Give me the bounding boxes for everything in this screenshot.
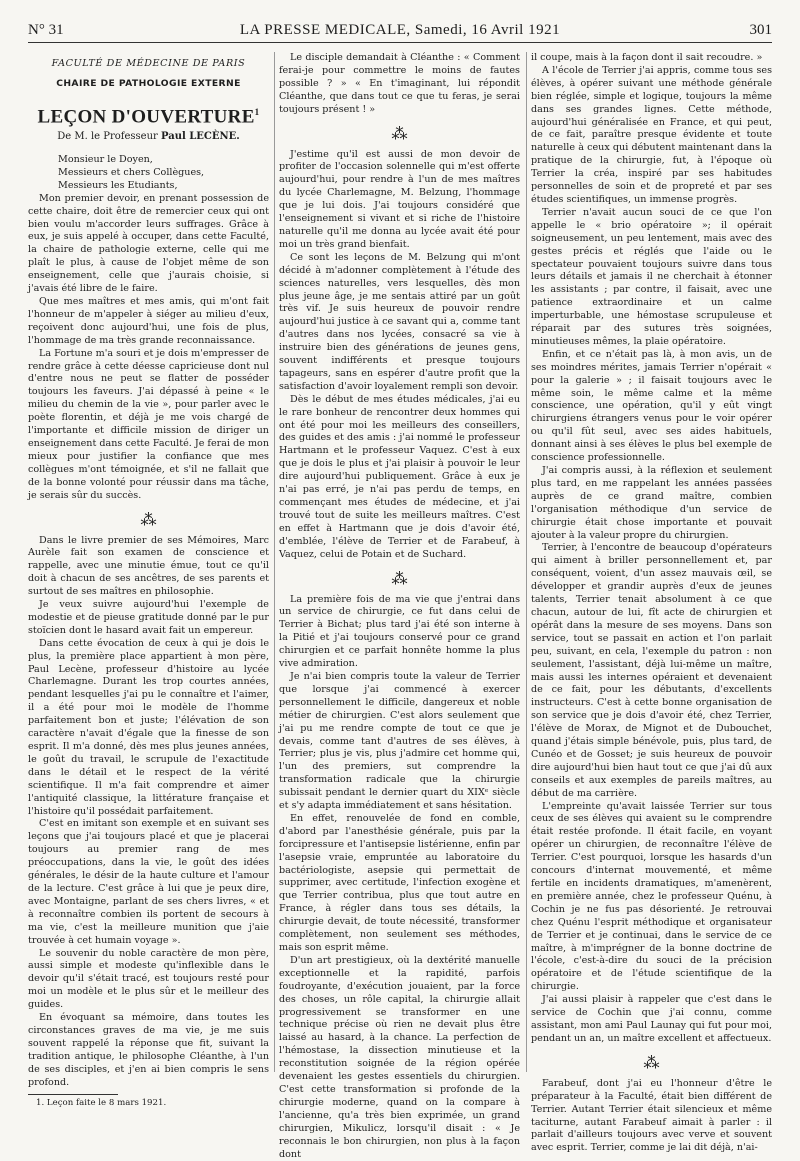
page-number: 301 xyxy=(749,22,772,38)
paragraph: La première fois de ma vie que j'entrai dans un service de chirurgie, ce fut dans celui de Terrier à Bichat; plus tard j'ai été son interne à la Pitié et j'ai toujours conservé pour ce grand chirurgien et ce parfait honnête homme la plus vive admiration. xyxy=(279,593,520,670)
paragraph: C'est en imitant son exemple et en suivant ses leçons que j'ai toujours placé et que je placerai toujours au premier rang de mes préoccupations, dans la vie, le goût des idées générales, le désir de la haute culture et l'amour de la lecture. C'est grâce à lui que je peux dire, avec Montaigne, parlant de ses chers livres, « et à reconnaître combien ils portent de secours à ma vie, c'est la meilleure munition que j'aie trouvée à cet humain voyage ». xyxy=(28,818,269,946)
column-2 xyxy=(279,52,520,1160)
paragraph: Terrier n'avait aucun souci de ce que l'on appelle le « brio opératoire »; il opérait soigneusement, un peu lentement, mais avec des gestes précis et réglés que l'aide ou le spectateur pouvaient toujours suivre dans tous leurs détails et jamais il ne cherchait à étonner les assistants ; par contre, il faisait, avec une patience extraordinaire et un calme imperturbable, une hémostase scrupuleuse et réparait par des sutures très soignées, minutieuses mêmes, la plaie opératoire. xyxy=(531,206,772,347)
paragraph: Je veux suivre aujourd'hui l'exemple de modestie et de pieuse gratitude donné par le pur stoïcien dont le hasard avait fait un empereur. xyxy=(28,599,269,636)
lecture-title: LEÇON D'OUVERTURE$^1$ xyxy=(37,106,260,128)
footnote-marker: 1 xyxy=(254,106,260,117)
column-1 xyxy=(28,52,270,1109)
paragraph: J'estime qu'il est aussi de mon devoir de profiter de l'occasion solennelle qui m'est offerte aujourd'hui, pour rendre à l'un de mes maîtres du lycée Charlemagne, M. Belzung, l'hommage que je lui dois. J'ai toujours considéré que l'enseignement si vivant et si riche de l'histoire naturelle qu'il me donna au lycée avait été pour moi un très grand bienfait. xyxy=(279,148,520,250)
greeting-line: Messieurs les Etudiants, xyxy=(58,179,178,191)
page-header xyxy=(28,22,772,40)
greeting-line: Messieurs et chers Collègues, xyxy=(58,166,205,178)
paragraph: L'empreinte qu'avait laissée Terrier sur tous ceux de ses élèves qui avaient su le comprendre était restée profonde. Il était facile, en voyant opérer un chirurgien, de reconnaître l'élève de Terrier. C'est pourquoi, lorsque les hasards d'un concours d'internat mouvementé, et même fertile en incidents dramatiques, m'amenèrent, en première année, chez le professeur Quénu, à Cochin je ne fus pas désorienté. Je retrouvai chez Quénu l'esprit méthodique et organisateur de Terrier et je continuai, dans le service de ce maître, à m'imprégner de la bonne doctrine de l'école, c'est-à-dire du souci de la précision opératoire et de l'étude scientifique de la chirurgie. xyxy=(531,800,772,993)
paragraph: En évoquant sa mémoire, dans toutes les circonstances graves de ma vie, je me suis souvent rappelé la réponse que fit, suivant la tradition antique, le philosophe Cléanthe, à l'un de ses disciples, et j'en ai bien compris le sens profond. xyxy=(28,1012,269,1088)
paragraph: Dans cette évocation de ceux à qui je dois le plus, la première place appartient à mon père, Paul Lecène, professeur d'histoire au lycée Charlemagne. Durant les trop courtes années, pendant lesquelles j'ai pu le connaître et l'aimer, il a été pour moi le modèle de l'homme parfaitement bon et juste; l'élévation de son caractère n'avait d'égale que la finesse de son esprit. Il m'a donné, dès mes plus jeunes années, le goût du travail, le scrupule de l'exactitude dans le détail et le respect de la vérité scientifique. Il m'a fait comprendre et aimer l'antiquité classique, la littérature française et l'histoire qu'il possédait parfaitement. xyxy=(28,637,269,817)
author-line: De M. le Professeur Paul LECÈNE. xyxy=(57,131,240,143)
greeting-line: Monsieur le Doyen, xyxy=(58,154,153,166)
paragraph: Le souvenir du noble caractère de mon père, aussi simple et modeste qu'inflexible dans le devoir qu'il s'était tracé, est toujours resté pour moi un modèle et le plus sûr et le meilleur des guides. xyxy=(28,947,269,1011)
column-rule xyxy=(526,52,527,1072)
paragraph: Je n'ai bien compris toute la valeur de Terrier que lorsque j'ai commencé à exercer personnellement le difficile, dangereux et noble métier de chirurgien. C'est alors seulement que j'ai pu me rendre compte de tout ce que je devais, comme tant d'autres de ses élèves, à Terrier; plus je vis, plus j'admire cet homme qui, l'un des premiers, sut comprendre la transformation radicale que la chirurgie subissait pendant le dernier quart du XIXᵉ siècle et s'y adapta immédiatement et sans hésitation. xyxy=(279,670,520,812)
paragraph: J'ai aussi plaisir à rappeler que c'est dans le service de Cochin que j'ai connu, comme assistant, mon ami Paul Launay qui fut pour moi, pendant un an, un maître excellent et affectueux. xyxy=(531,994,772,1044)
paragraph: Terrier, à l'encontre de beaucoup d'opérateurs qui aiment à briller personnellement et, par conséquent, voient, d'un assez mauvais œil, se développer et grandir auprès d'eux de jeunes talents, Terrier tenait absolument à ce que chacun, autour de lui, fît acte de chirurgien et opérât dans la mesure de ses moyens. Dans son service, tout se passait en action et l'on parlait peu, suivant, en cela, l'exemple du patron : non seulement, l'assistant, déjà lui-même un maître, mais aussi les internes opéraient et devenaient de ce fait, pour les débutants, d'excellents instructeurs. C'est à cette bonne organisation de son service que je dois d'avoir été, chez Terrier, l'élève de Morax, de Mignot et de Dubouchet, quand j'étais simple bénévole, puis, plus tard, de Cunéo et de Gosset; je suis heureux de pouvoir dire aujourd'hui bien haut tout ce que j'ai dû aux conseils et aux exemples de pareils maîtres, au début de ma carrière. xyxy=(531,542,772,799)
faculty-heading: FACULTÉ DE MÉDECINE DE PARIS xyxy=(51,58,246,69)
paragraph: Ce sont les leçons de M. Belzung qui m'ont décidé à m'adonner complètement à l'étude des sciences naturelles, vers lesquelles, dès mon plus jeune âge, je me sentais attiré par un goût très vif. Je suis heureux de pouvoir rendre aujourd'hui justice à ce savant qui a, comme tant d'autres dans nos lycées, consacré sa vie à instruire bien des générations de jeunes gens, souvent indifférents et presque toujours tapageurs, sans en espérer d'autre profit que la satisfaction d'avoir loyalement rempli son devoir. xyxy=(279,251,520,392)
section-separator: ⁂ xyxy=(391,123,408,143)
journal-title: LA PRESSE MEDICALE, Samedi, 16 Avril 1921 xyxy=(239,22,561,38)
paragraph: La Fortune m'a souri et je dois m'empresser de rendre grâce à cette déesse capricieuse dont nul d'entre nous ne peut se flatter de posséder toujours les faveurs. J'ai dépassé à peine « le milieu du chemin de la vie », pour parler avec le poète florentin, et déjà je me vois chargé de l'importante et difficile mission de diriger un enseignement dans cette Faculté. Je ferai de mon mieux pour justifier la confiance que mes collègues m'ont témoignée, et s'il ne fallait que de la bonne volonté pour réussir dans ma tâche, je serais sûr du succès. xyxy=(28,347,270,501)
paragraph: Mon premier devoir, en prenant possession de cette chaire, doit être de remercier ceux qui ont bien voulu m'accorder leurs suffrages. Grâce à eux, je suis appelé à occuper, dans cette Faculté, la chaire de pathologie externe, celle qui me plaît le plus, à cause de l'objet même de son enseignement, celle que j'aurais choisie, si j'avais été libre de le faire. xyxy=(28,192,269,295)
section-separator: ⁂ xyxy=(391,568,408,588)
paragraph: J'ai compris aussi, à la réflexion et seulement plus tard, en me rappelant les années passées auprès de ce grand maître, combien l'organisation méthodique d'un service de chirurgie était chose importante et pouvait ajouter à la valeur propre du chirurgien. xyxy=(531,465,772,541)
column-rule xyxy=(274,52,275,1072)
paragraph: Dans le livre premier de ses Mémoires, Marc Aurèle fait son examen de conscience et rappelle, avec une minutie émue, tout ce qu'il doit à chacun de ses ancêtres, de ses parents et surtout de ses maîtres en philosophie. xyxy=(28,534,269,598)
paragraph: Le disciple demandait à Cléanthe : « Comment ferai-je pour commettre le moins de fautes possible ? » « En t'imaginant, lui répondit Cléanthe, que dans tout ce que tu feras, je serai toujours présent ! » xyxy=(279,52,520,115)
paragraph: A l'école de Terrier j'ai appris, comme tous ses élèves, à opérer suivant une méthode générale bien réglée, simple et logique, toujours la même dans ses grandes lignes. Cette méthode, aujourd'hui généralisée en France, et qui peut, de ce fait, paraître presque évidente et toute naturelle à ceux qui débutent maintenant dans la pratique de la chirurgie, fut, à l'époque où Terrier la créa, inspiré par ses habitudes personnelles de soin et de propreté et par ses études scientifiques, un immense progrès. xyxy=(531,64,772,205)
column-3 xyxy=(531,52,772,1154)
issue-number: N° 31 xyxy=(28,22,64,38)
footnote-rule xyxy=(28,1094,118,1095)
chair-heading: CHAIRE DE PATHOLOGIE EXTERNE xyxy=(56,77,241,89)
section-separator: ⁂ xyxy=(643,1052,660,1072)
paragraph: Que mes maîtres et mes amis, qui m'ont fait l'honneur de m'appeler à siéger au milieu d'eux, reçoivent donc aujourd'hui, une fois de plus, l'hommage de ma très grande reconnaissance. xyxy=(28,296,269,346)
paragraph: En effet, renouvelée de fond en comble, d'abord par l'anesthésie générale, puis par la forcipressure et l'antisepsie listérienne, enfin par l'asepsie vraie, empruntée au laboratoire du bactériologiste, asepsie qui permettait de supprimer, avec certitude, l'infection exogène et que Terrier contribua, plus que tout autre en France, à régler dans tous ses détails, la chirurgie devait, de toute nécessité, transformer complètement, non seulement ses méthodes, mais son esprit même. xyxy=(279,812,520,953)
section-separator: ⁂ xyxy=(140,509,157,529)
paragraph: il coupe, mais à la façon dont il sait recoudre. » xyxy=(531,52,763,63)
header-rule xyxy=(28,42,772,43)
paragraph: D'un art prestigieux, où la dextérité manuelle exceptionnelle et la rapidité, parfois foudroyante, d'exécution jouaient, par la force des choses, un rôle capital, la chirurgie allait progressivement se transformer en une technique précise où rien ne devait plus être laissé au hasard, à la chance. La perfection de l'hémostase, la dissection minutieuse et la reconstitution soignée de la région opérée devenaient les gestes essentiels du chirurgien. C'est cette transformation si profonde de la chirurgie moderne, quand on la compare à l'ancienne, qu'a très bien exprimée, un grand chirurgien, Mikulicz, lorsqu'il disait : « Je reconnais le bon chirurgien, non plus à la façon dont xyxy=(279,954,520,1160)
author-name: Paul LECÈNE. xyxy=(160,131,240,143)
paragraph: Dès le début de mes études médicales, j'ai eu le rare bonheur de rencontrer deux hommes qui ont été pour moi les meilleurs des conseillers, des guides et des amis : j'ai nommé le professeur Hartmann et le professeur Vaquez. C'est à eux que je dois le plus et j'ai plaisir à pouvoir le leur dire aujourd'hui publiquement. Grâce à eux je n'ai pas erré, je n'ai pas perdu de temps, en commençant mes études de médecine, et j'ai trouvé tout de suite les meilleurs maîtres. C'est en effet à Hartmann que je dois d'avoir été, d'emblée, l'élève de Terrier et de Farabeuf, à Vaquez, celui de Potain et de Suchard. xyxy=(279,393,520,560)
paragraph: Enfin, et ce n'était pas là, à mon avis, un de ses moindres mérites, jamais Terrier n'opérait « pour la galerie » ; il faisait toujours avec le même soin, le même calme et la même conscience, une opération, qu'il y eût vingt chirurgiens étrangers venus pour le voir opérer ou qu'il fût seul, avec ses aides habituels, donnant ainsi à ses élèves le plus bel exemple de conscience professionnelle. xyxy=(531,348,772,464)
paragraph: Farabeuf, dont j'ai eu l'honneur d'être le préparateur à la Faculté, était bien différent de Terrier. Autant Terrier était silencieux et même taciturne, autant Farabeuf aimait à parler : il parlait d'ailleurs toujours avec verve et souvent avec esprit. Terrier, comme je lai dit déjà, n'ai- xyxy=(531,1077,772,1154)
footnote: 1. Leçon faite le 8 mars 1921. xyxy=(36,1098,167,1109)
